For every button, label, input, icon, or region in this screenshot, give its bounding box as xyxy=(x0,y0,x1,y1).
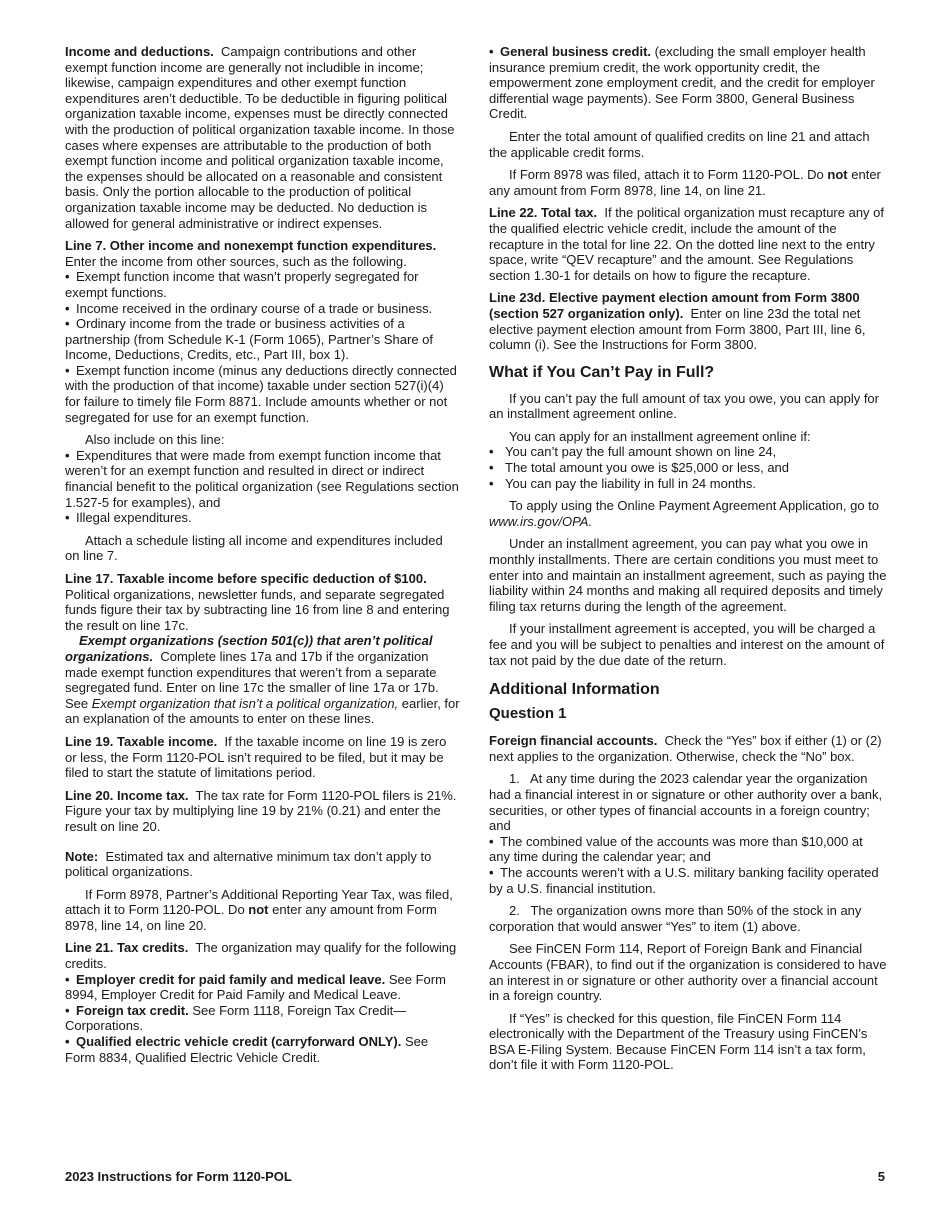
cant-pay-p5: If your installment agreement is accepted, you will be charged a fee and you will be subject to penalties and interest on the amount of tax not paid by the due date of the return. xyxy=(489,621,885,668)
general-business-credit: • General business credit. (excluding the small employer health insurance premium credit, the work opportunity credit, the empowerment zone employment credit, and the credit for employer differential wage payments). See Form 3800, General Business Credit. xyxy=(489,44,887,122)
cant-pay-heading: What if You Can’t Pay in Full? xyxy=(489,363,715,381)
opa-paragraph: To apply using the Online Payment Agreement Application, go to www.irs.gov/OPA. xyxy=(489,498,880,529)
line21-heading: Line 21. Tax credits. xyxy=(65,940,189,956)
line22-heading: Line 22. Total tax. xyxy=(489,205,598,221)
item2-paragraph: 2. The organization owns more than 50% of the stock in any corporation that would answer “Yes” to item (1) above. xyxy=(489,903,866,934)
page-footer xyxy=(65,1169,885,1185)
item1-bullet: • The accounts weren’t with a U.S. military banking facility operated by a U.S. financial institution. xyxy=(489,865,887,896)
enter-total-paragraph: Enter the total amount of qualified credits on line 21 and attach the applicable credit forms. xyxy=(489,128,870,160)
income-deductions-heading: Income and deductions. xyxy=(65,44,214,59)
line19-heading: Line 19. Taxable income. xyxy=(65,733,218,749)
line7-heading: Line 7. Other income and nonexempt function expenditures. xyxy=(65,238,437,254)
item1-section: 1. At any time during the 2023 calendar year the organization had a financial interest in or signature or other authority over a bank, securities, or other types of financial accounts in a foreign country; and • The combined value of the accounts was more than $10,000 at any time during the calendar year; and • The accounts weren’t with a U.S. military banking facility operated by a U.S. financial institution. xyxy=(489,771,887,896)
footer-title: 2023 Instructions for Form 1120-POL xyxy=(65,1169,292,1184)
exempt-org-reference: Exempt organization that isn’t a political organization, xyxy=(91,695,399,711)
note-heading: Note: xyxy=(65,848,99,864)
condition-bullet: • The total amount you owe is $25,000 or less, and xyxy=(489,460,887,476)
line21-section: Line 21. Tax credits. The organization may qualify for the following credits. • Employer credit for paid family and medical leave. See Form 8994, Employer Credit for Paid Family and Medical Leave. • Foreign tax credit. See Form 1118, Foreign Tax Credit—Corporations. • Qualified electric vehicle credit (carryforward ONLY). See Form 8834, Qualified Electric Vehicle Credit. xyxy=(65,940,460,1065)
additional-info-heading: Additional Information xyxy=(489,681,660,699)
credit-item: • Employer credit for paid family and medical leave. See Form 8994, Employer Credit for Paid Family and Medical Leave. xyxy=(65,972,460,1003)
income-deductions-paragraph: Income and deductions. Campaign contributions and other exempt function income are generally not includible in income; likewise, campaign expenditures and other exempt function expenditures aren’t deductible. To be deductible in figuring political organization taxable income, expenses must be directly connected with the production of political organization taxable income. In those cases where expenses are attributable to the production of both exempt function income and political organization taxable income, the expenses should be allocated on a reasonable and consistent basis. Only the portion allocable to the production of political organization taxable income may be deducted. No deduction is allowed for general administrative or indirect expenses. xyxy=(65,44,455,231)
line20-paragraph: Line 20. Income tax. The tax rate for Form 1120-POL filers is 21%. Figure your tax by multiplying line 19 by 21% (0.21) and enter the result on line 20. xyxy=(65,787,457,834)
question1-heading: Question 1 xyxy=(489,705,567,723)
condition-bullet: • You can’t pay the full amount shown on line 24, xyxy=(489,444,887,460)
line19-paragraph: Line 19. Taxable income. If the taxable income on line 19 is zero or less, the Form 1120-POL isn’t required to be filed, but it may be filed to start the statute of limitations period. xyxy=(65,733,447,781)
line7-section: Line 7. Other income and nonexempt function expenditures. Enter the income from other sources, such as the following. • Exempt function income that wasn’t properly segregated for exempt functions. • Income received in the ordinary course of a trade or business. • Ordinary income from the trade or business activities of a partnership (from Schedule K-1 (Form 1065), Partner’s Share of Income, Deductions, Credits, etc., Part III, box 1). • Exempt function income (minus any deductions directly connected with the production of that income) taxable under section 527(i)(4) for failure to timely file Form 8871. Include amounts whether or not segregated for use for an exempt function. xyxy=(65,238,460,425)
line20-heading: Line 20. Income tax. xyxy=(65,787,189,803)
form8978-left-paragraph: If Form 8978, Partner’s Additional Reporting Year Tax, was filed, attach it to Form 1120-POL. Do not enter any amount from Form 8978, line 14, on line 20. xyxy=(65,886,453,933)
cant-pay-p1: If you can’t pay the full amount of tax you owe, you can apply for an installment agreement online. xyxy=(489,390,879,422)
yes-paragraph: If “Yes” is checked for this question, file FinCEN Form 114 electronically with the Department of the Treasury using FinCEN’s BSA E-Filing System. Because FinCEN Form 114 isn’t a tax form, don’t file it with Form 1120-POL. xyxy=(489,1010,868,1073)
line17-heading: Line 17. Taxable income before specific deduction of $100. xyxy=(65,571,427,586)
line7-attach: Attach a schedule listing all income and expenditures included on line 7. xyxy=(65,532,443,564)
credit-item: • Foreign tax credit. See Form 1118, Foreign Tax Credit—Corporations. xyxy=(65,1003,460,1034)
line7-also-section: Also include on this line: • Expenditures that were made from exempt function income that weren’t for an exempt function and resulted in direct or indirect financial benefit to the political organization (see Regulations section 1.527-5 for examples), and • Illegal expenditures. xyxy=(65,432,460,526)
line7-also-bullet: • Illegal expenditures. xyxy=(65,510,460,526)
line7-bullet: • Ordinary income from the trade or business activities of a partnership (from Schedule K-1 (Form 1065), Partner’s Share of Income, Deductions, Credits, etc., Part III, box 1). xyxy=(65,316,460,363)
right-column xyxy=(489,44,887,1080)
item1-bullet: • The combined value of the accounts was more than $10,000 at any time during the calendar year; and xyxy=(489,834,887,865)
line7-also-bullet: • Expenditures that were made from exempt function income that weren’t for an exempt function and resulted in direct or indirect financial benefit to the political organization (see Regulations section 1.527-5 for examples), and xyxy=(65,448,460,510)
page-number: 5 xyxy=(877,1169,885,1184)
credit-item: • Qualified electric vehicle credit (carryforward ONLY). See Form 8834, Qualified Electric Vehicle Credit. xyxy=(65,1034,460,1065)
line23d-heading: Line 23d. Elective payment election amount from Form 3800 (section 527 organization only). xyxy=(489,290,860,321)
line7-bullet: • Exempt function income (minus any deductions directly connected with the production of that income) taxable under section 527(i)(4) for failure to timely file Form 8871. Include amounts whether or not segregated for use for an exempt function. xyxy=(65,363,460,425)
line22-paragraph: Line 22. Total tax. If the political organization must recapture any of the qualified electric vehicle credit, include the amount of the recapture in the total for line 22. On the dotted line next to the entry space, write “QEV recapture” and the amount. See Regulations section 1.30-1 for details on how to figure the recapture. xyxy=(489,205,885,283)
line23d-paragraph: Line 23d. Elective payment election amount from Form 3800 (section 527 organization only). Enter on line 23d the total net elective payment election amount from Form 3800, Part III, line 6, column (i). See the Instructions for Form 3800. xyxy=(489,290,866,353)
form8978-right-paragraph: If Form 8978 was filed, attach it to Form 1120-POL. Do not enter any amount from Form 8978, line 14, on line 21. xyxy=(489,167,881,198)
note-paragraph: Note: Estimated tax and alternative minimum tax don’t apply to political organizations. xyxy=(65,848,432,880)
condition-bullet: • You can pay the liability in full in 24 months. xyxy=(489,476,887,492)
fincen-paragraph: See FinCEN Form 114, Report of Foreign Bank and Financial Accounts (FBAR), to find out if the organization is considered to have an interest in or signature or other authority over a financial account in a foreign country. xyxy=(489,941,887,1004)
left-column xyxy=(65,44,460,1065)
ffa-paragraph: Foreign financial accounts. Check the “Yes” box if either (1) or (2) next applies to the organization. Otherwise, check the “No” box. xyxy=(489,733,882,764)
cant-pay-conditions: You can apply for an installment agreement online if: • You can’t pay the full amount shown on line 24, • The total amount you owe is $25,000 or less, and • You can pay the liability in full in 24 months. xyxy=(489,429,887,491)
line17-section: Line 17. Taxable income before specific deduction of $100. Political organizations, newsletter funds, and separate segregated funds figure their tax by subtracting line 16 from line 8 and entering the result on line 17c. Exempt organizations (section 501(c)) that aren’t political organizations. Complete lines 17a and 17b if the organization made exempt function expenditures that weren’t from a separate segregated fund. Enter on line 17c the smaller of line 17a or 17b. See Exempt organization that isn’t a political organization, earlier, for an explanation of the amounts to enter on these lines. xyxy=(65,571,460,727)
line7-bullet: • Income received in the ordinary course of a trade or business. xyxy=(65,301,460,317)
ffa-heading: Foreign financial accounts. xyxy=(489,733,658,749)
line7-bullet: • Exempt function income that wasn’t properly segregated for exempt functions. xyxy=(65,269,460,300)
opa-link[interactable]: www.irs.gov/OPA. xyxy=(489,513,593,529)
cant-pay-p4: Under an installment agreement, you can pay what you owe in monthly installments. There are certain conditions you must meet to enter into and maintain an installment agreement, such as paying the liability within 24 months and making all required deposits and timely filing tax returns during the length of the agreement. xyxy=(489,536,887,614)
exempt-org-heading: Exempt organizations (section 501(c)) that aren’t political organizations. xyxy=(65,633,433,664)
